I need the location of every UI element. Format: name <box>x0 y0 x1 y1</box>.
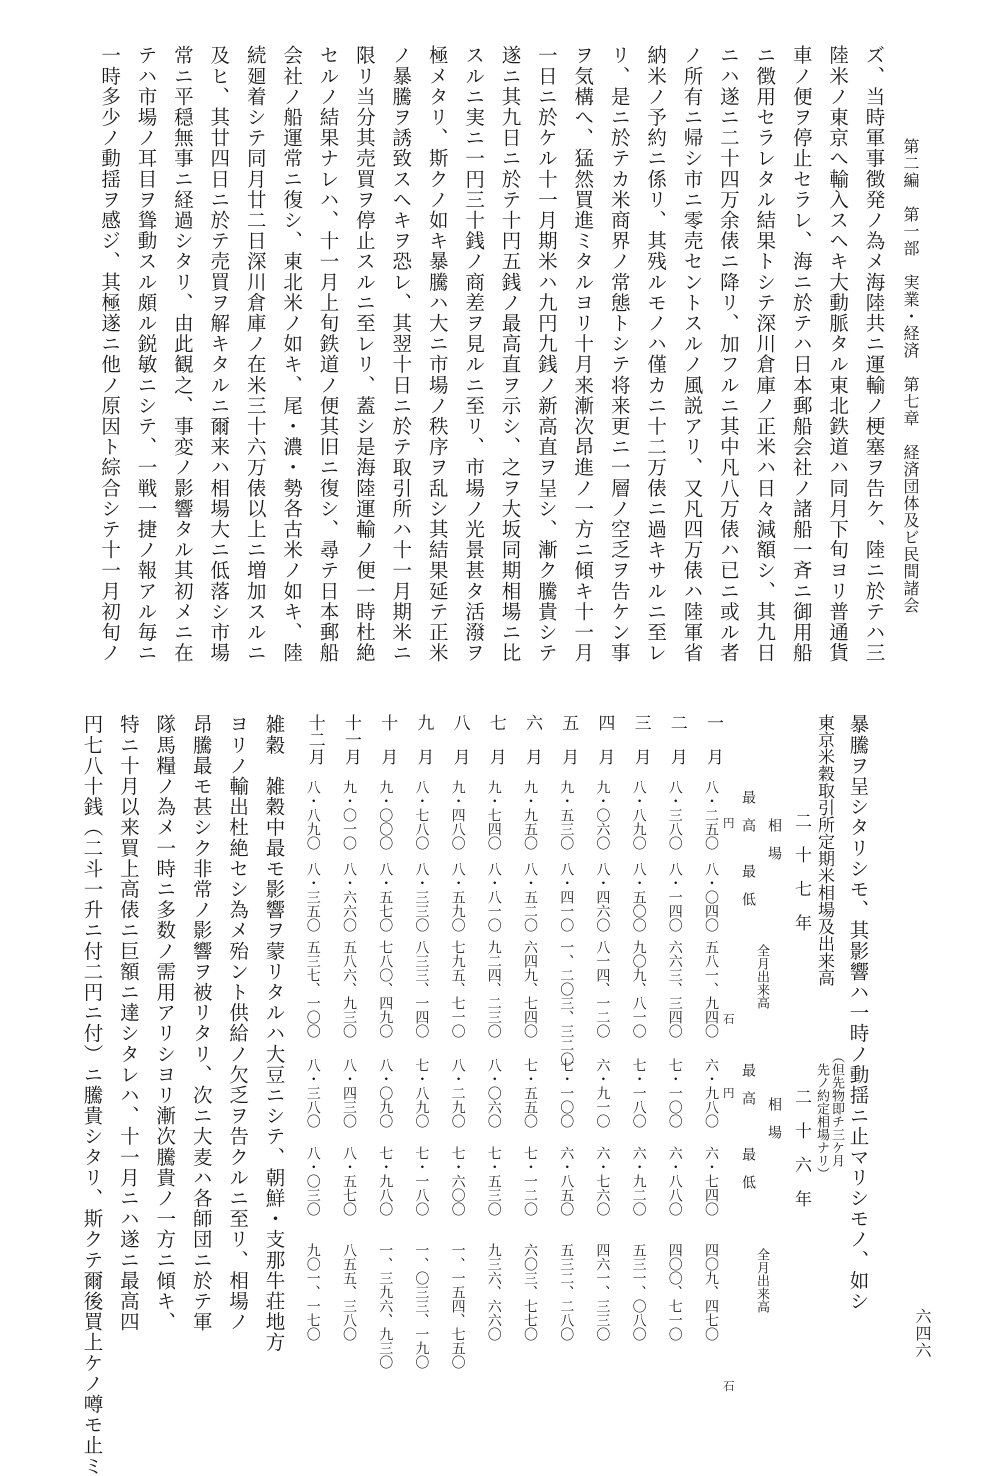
table-cell-l26: 六・九二〇 <box>630 1146 647 1216</box>
table-cell-h26: 六・九一〇 <box>594 1058 611 1128</box>
table-cell-h27: 九・七四〇 <box>485 780 502 850</box>
upper-text-line: ノ所有ニ帰シ市ニ零売セントスルノ風説アリ、又凡四万俵ハ陸軍省 <box>680 45 704 663</box>
table-cell-h27: 八・三八〇 <box>666 780 683 850</box>
lower-text-line: 昂騰最モ甚シク非常ノ影響ヲ被リタリ、次ニ大麦ハ各師団ニ於テ軍 <box>189 714 213 1332</box>
table-row-month: 五 月 <box>558 714 579 765</box>
table-cell-l27: 八・六六〇 <box>341 862 357 932</box>
table-cell-v27: 一、二〇三、三二〇 <box>558 940 575 1066</box>
table-cell-l27: 八・五七〇 <box>377 862 394 932</box>
upper-text-line: ヲ気構へ、猛然買進ミタルヨリ十月来漸次昂進ノ一方ニ傾キ十一月 <box>571 45 595 663</box>
table-cell-v26: 四六一、三三〇 <box>594 1243 611 1341</box>
table-cell-v27: 六四九、七四〇 <box>522 940 538 1038</box>
upper-text-line: 極メタリ、斯クノ如キ暴騰ハ大ニ市場ノ秩序ヲ乱シ其結果延テ正米 <box>425 45 449 663</box>
table-cell-l26: 七・六〇〇 <box>449 1146 466 1216</box>
upper-text-line: 遂ニ其九日ニ於テ十円五銭ノ最高直ヲ示シ、之ヲ大坂同期相場ニ比 <box>498 45 522 663</box>
table-cell-v27: 七九五、七一〇 <box>449 940 466 1038</box>
table-cell-v27: 六六三、三四〇 <box>666 940 683 1038</box>
table-cell-v26: 五三一、〇八〇 <box>630 1243 647 1341</box>
table-cell-h27: 八・七八〇 <box>413 780 430 850</box>
label-market-26: 相 場 <box>766 1097 782 1139</box>
table-row-month: 三 月 <box>630 714 651 765</box>
table-row-month: 八 月 <box>449 714 470 765</box>
lower-text-line: 特ニ十月以来買上高俵ニ巨額ニ達シタレハ、十一月ニハ遂ニ最高四 <box>116 714 140 1332</box>
table-cell-h27: 八・八九〇 <box>630 780 647 850</box>
lower-intro: 暴騰ヲ呈シタリシモ、其影響ハ一時ノ動揺ニ止マリシモノ、如シ <box>846 714 870 1312</box>
table-cell-v27: 五八一、九四〇 <box>703 940 719 1038</box>
upper-text-line: 限リ当分其売買ヲ停止スルニ至レリ、蓋シ是海陸運輸ノ便一時杜絶 <box>352 45 376 663</box>
upper-text-line: 車ノ便ヲ停止セラレ、海ニ於テハ日本郵船会社ノ諸船一斉ニ御用船 <box>789 45 813 663</box>
lower-text-line: ヨリノ輸出杜絶セシ為メ殆ント供給ノ欠乏ヲ告クルニ至リ、相場ノ <box>226 714 250 1332</box>
table-cell-h26: 七・一〇〇 <box>666 1058 683 1128</box>
table-cell-v26: 八五五、三八〇 <box>341 1243 357 1341</box>
table-cell-h27: 九・〇一〇 <box>341 780 357 850</box>
unit-yen-26: 円 <box>723 1086 735 1100</box>
table-cell-h26: 七・五五〇 <box>522 1058 538 1128</box>
table-cell-l27: 八・四一〇 <box>558 862 575 932</box>
table-cell-h27: 九・四八〇 <box>449 780 466 850</box>
table-row-month: 七 月 <box>485 714 506 765</box>
table-cell-h26: 八・〇九〇 <box>377 1058 394 1128</box>
upper-text-line: 会社ノ船運常ニ復シ、東北米ノ如キ、尾・濃・勢各古米ノ如キ、陸 <box>280 45 304 663</box>
upper-text-line: セルノ結果ナレハ、十一月上旬鉄道ノ便其旧ニ復シ、尋テ日本郵船 <box>316 45 340 663</box>
table-cell-v27: 七八〇、四九〇 <box>377 940 394 1038</box>
label-volume-27: 全月出来高 <box>754 944 769 1009</box>
table-cell-h27: 九・〇〇〇 <box>377 780 394 850</box>
table-cell-v26: 九〇一、一七〇 <box>304 1243 321 1341</box>
table-cell-l27: 八・〇四〇 <box>703 862 719 932</box>
table-row-month: 四 月 <box>594 714 615 765</box>
table-cell-h27: 八・八九〇 <box>304 780 321 850</box>
upper-text-line: 陸米ノ東京へ輸入スヘキ大動脈タル東北鉄道ハ同月下旬ヨリ普通貨 <box>826 45 850 663</box>
table-row-month: 十一月 <box>341 714 361 765</box>
upper-text-line: リ、是ニ於テカ米商界ノ常態トシテ将来更ニ一層ノ空乏ヲ告ケン事 <box>607 45 631 663</box>
label-volume-26: 全月出来高 <box>754 1248 769 1313</box>
upper-text-line: ニハ遂ニ二十四万余俵ニ降リ、加フルニ其中凡八万俵ハ已ニ或ル者 <box>716 45 740 663</box>
upper-text-line: ズ、当時軍事徴発ノ為メ海陸共ニ運輸ノ梗塞ヲ告ケ、陸ニ於テハ三 <box>862 45 886 663</box>
table-row-month: 六 月 <box>522 714 542 765</box>
label-lowest-27: 最 低 <box>740 864 756 906</box>
table-cell-v27: 五八六、九三〇 <box>341 940 357 1038</box>
table-cell-l27: 八・五〇〇 <box>630 862 647 932</box>
table-cell-h26: 六・九八〇 <box>703 1058 719 1128</box>
table-row-month: 二 月 <box>666 714 687 765</box>
table-cell-h26: 七・一〇〇 <box>558 1058 575 1128</box>
upper-text-line: 常ニ平穏無事ニ経過シタリ、由此観之、事変ノ影響タル其初メニ在 <box>170 45 194 663</box>
table-cell-l26: 六・七四〇 <box>703 1146 719 1216</box>
page-number: 六四六 <box>913 1308 932 1359</box>
table-cell-l26: 六・八五〇 <box>558 1146 575 1216</box>
table-cell-v26: 一、〇三三、一九〇 <box>413 1243 430 1369</box>
table-row-month: 十 月 <box>377 714 398 765</box>
year-27-heading: 二 十 七 年 <box>791 812 811 931</box>
upper-text-line: 続廻着シテ同月廿二日深川倉庫ノ在米三十六万俵以上ニ増加スルニ <box>243 45 267 663</box>
lower-text-line: 隊馬糧ノ為メ一時ニ多数ノ需用アリシヨリ漸次騰貴ノ一方ニ傾キ、 <box>153 714 177 1332</box>
table-cell-l26: 七・五三〇 <box>485 1146 502 1216</box>
unit-koku-27: 石 <box>723 1012 735 1026</box>
table-cell-l27: 八・一四〇 <box>666 862 683 932</box>
upper-text-line: テハ市場ノ耳目ヲ聳動スル頗ル鋭敏ニシテ、一戦一捷ノ報アル毎ニ <box>134 45 158 663</box>
table-cell-l27: 八・三三〇 <box>413 862 430 932</box>
lower-text-line: 雑穀 雑穀中最モ影響ヲ蒙リタルハ大豆ニシテ、朝鮮・支那牛荘地方 <box>262 714 286 1353</box>
table-cell-l26: 八・〇三〇 <box>304 1146 321 1216</box>
table-cell-l26: 七・一八〇 <box>413 1146 430 1216</box>
table-cell-l27: 八・四六〇 <box>594 862 611 932</box>
unit-yen-27: 円 <box>723 816 735 830</box>
table-cell-v26: 五三二、二八〇 <box>558 1243 575 1341</box>
table-cell-v26: 一、一五四、七五〇 <box>449 1243 466 1369</box>
label-highest-27: 最 高 <box>740 790 756 832</box>
table-row-month: 一 月 <box>703 714 723 765</box>
table-cell-l26: 七・一二〇 <box>522 1146 538 1216</box>
table-cell-h27: 八・二五〇 <box>703 780 719 850</box>
table-cell-h26: 七・八九〇 <box>413 1058 430 1128</box>
lower-text-line: 円七八十銭（二斗一升ニ付二円ニ付）ニ騰貴シタリ、斯クテ爾後買上ケノ噂モ止ミ <box>80 714 104 1476</box>
table-cell-v26: 九三六、六六〇 <box>485 1243 502 1341</box>
table-cell-v27: 九〇九、八一〇 <box>630 940 647 1038</box>
label-lowest-26: 最 低 <box>740 1147 756 1189</box>
table-cell-h26: 七・一八〇 <box>630 1058 647 1128</box>
upper-text-line: ノ暴騰ヲ誘致スヘキヲ恐レ、其翌十日ニ於テ取引所ハ十一月期米ニ <box>389 45 413 663</box>
upper-text-line: 納米ノ予約ニ係リ、其残ルモノハ僅カニ十二万俵ニ過キサルニ至レ <box>644 45 668 663</box>
table-note-1: （但先物即チ三ケ月 <box>829 1050 844 1167</box>
table-note-2: 先ノ約定相場ナリ） <box>814 1050 829 1180</box>
running-head: 第二編 第一部 実業・経済 第七章 経済団体及ビ民間諸会 <box>901 138 920 614</box>
upper-text-line: 一時多少ノ動揺ヲ感ジ、其極遂ニ他ノ原因ト綜合シテ十一月初旬ノ <box>98 45 122 663</box>
unit-koku-26: 石 <box>723 1379 735 1393</box>
table-cell-v27: 八一四、一二〇 <box>594 940 611 1038</box>
table-cell-h27: 九・九五〇 <box>522 780 538 850</box>
table-cell-h26: 八・〇六〇 <box>485 1058 502 1128</box>
year-26-heading: 二 十 六 年 <box>791 1088 811 1207</box>
table-cell-l26: 六・七六〇 <box>594 1146 611 1216</box>
table-cell-v26: 六〇三、七七〇 <box>522 1243 538 1341</box>
label-highest-26: 最 高 <box>740 1063 756 1105</box>
table-cell-h26: 八・四三〇 <box>341 1058 357 1128</box>
table-cell-v26: 四〇九、四七〇 <box>703 1243 719 1341</box>
table-row-month: 十二月 <box>304 714 325 765</box>
table-cell-l27: 八・八一〇 <box>485 862 502 932</box>
table-cell-v26: 一、三九六、九三〇 <box>377 1243 394 1369</box>
table-cell-h27: 九・五三〇 <box>558 780 575 850</box>
table-cell-v27: 八三三、一四〇 <box>413 940 430 1038</box>
table-row-month: 九 月 <box>413 714 434 765</box>
table-cell-h26: 八・二九〇 <box>449 1058 466 1128</box>
table-cell-l26: 七・九八〇 <box>377 1146 394 1216</box>
table-cell-v27: 五三七、一〇〇 <box>304 940 321 1038</box>
table-cell-l26: 六・八八〇 <box>666 1146 683 1216</box>
upper-text-line: 一日ニ於ケル十一月期米ハ九円九銭ノ新高直ヲ呈シ、漸ク騰貴シテ <box>534 45 558 663</box>
table-cell-v26: 四〇〇、七一〇 <box>666 1243 683 1341</box>
table-cell-l27: 八・五二〇 <box>522 862 538 932</box>
upper-text-line: ニ徴用セラレタル結果トシテ深川倉庫ノ正米ハ日々減額シ、其九日 <box>753 45 777 663</box>
table-cell-h27: 九・〇六〇 <box>594 780 611 850</box>
table-cell-h26: 八・三八〇 <box>304 1058 321 1128</box>
upper-text-line: スルニ実ニ一円三十銭ノ商差ヲ見ルニ至リ、市場ノ光景甚タ活潑ヲ <box>462 45 486 663</box>
table-cell-v27: 九二四、二三〇 <box>485 940 502 1038</box>
table-cell-l26: 八・五七〇 <box>341 1146 357 1216</box>
upper-text-line: 及ヒ、其廿四日ニ於テ売買ヲ解キタルニ爾来ハ相場大ニ低落シ市場 <box>207 45 231 663</box>
table-title: 東京米穀取引所定期米相場及出来高 <box>814 714 834 986</box>
label-market-27: 相 場 <box>766 818 782 860</box>
table-cell-l27: 八・三五〇 <box>304 862 321 932</box>
table-cell-l27: 八・五九〇 <box>449 862 466 932</box>
